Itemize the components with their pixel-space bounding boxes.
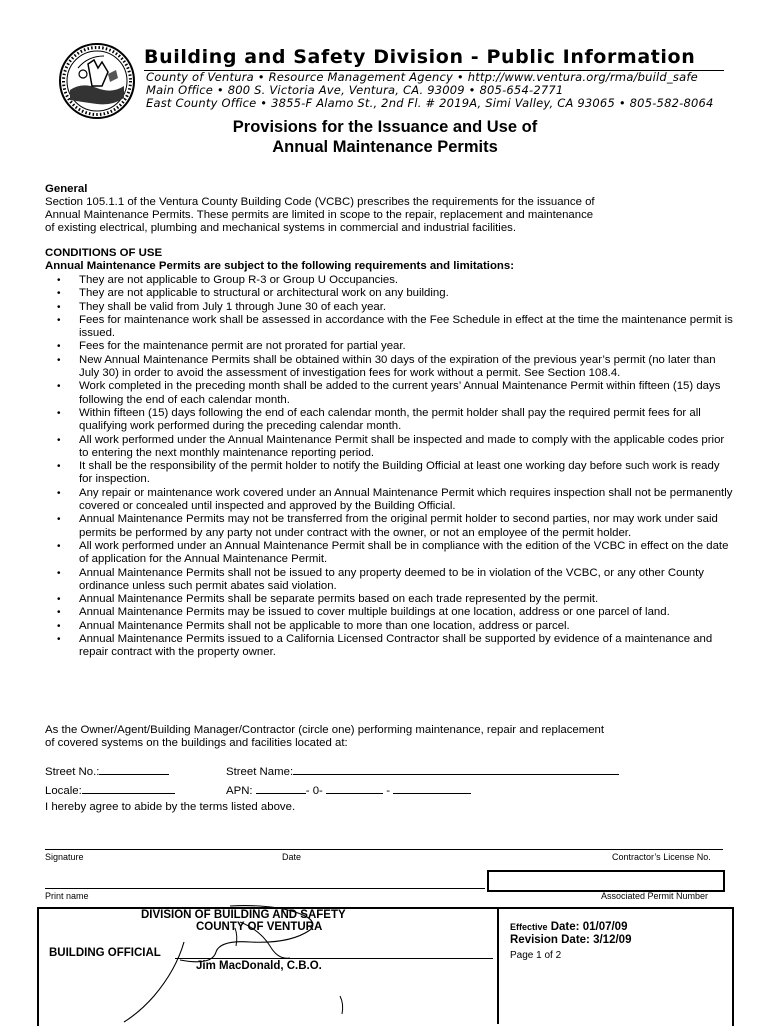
condition-item xyxy=(45,354,735,381)
apn-blank-3[interactable] xyxy=(393,782,471,794)
condition-text: Annual Maintenance Permits may not be transferred from the original permit holder to second parties, nor may work under said permits be performed by any party not under contract with the owner, or not an employee of the permit holder. xyxy=(79,513,718,539)
condition-item xyxy=(45,287,735,300)
print-name-line[interactable] xyxy=(45,888,485,889)
apn-blank-1[interactable] xyxy=(256,782,306,794)
locale-field[interactable] xyxy=(45,782,175,798)
street-no-field[interactable] xyxy=(45,763,169,779)
official-box-divider xyxy=(497,907,499,1024)
bullet-icon: • xyxy=(57,461,61,473)
condition-text: All work performed under an Annual Maintenance Permit shall be in compliance with the edition of the VCBC in effect on the date of application for the Annual Maintenance Permit. xyxy=(79,539,729,566)
effective-date-label: Date: xyxy=(550,921,580,933)
bullet-icon: • xyxy=(57,634,61,646)
conditions-heading: CONDITIONS OF USE xyxy=(45,247,163,259)
division-line2: COUNTY OF VENTURA xyxy=(196,921,323,933)
condition-item xyxy=(45,513,735,540)
condition-text: Fees for maintenance work shall be assessed in accordance with the Fee Schedule in effect at the time the maintenance permit is issued. xyxy=(79,313,733,340)
bullet-icon: • xyxy=(57,354,61,366)
form-intro-line1: As the Owner/Agent/Building Manager/Contractor (circle one) performing maintenance, repair and replacement xyxy=(45,724,605,736)
condition-text: New Annual Maintenance Permits shall be obtained within 30 days of the expiration of the previous year’s permit (no later than July 30) in order to avoid the assessment of investigation fees for work without a permit. See Section 108.4. xyxy=(79,353,716,380)
condition-item xyxy=(45,540,735,567)
signature-line[interactable] xyxy=(45,849,723,850)
apn-blank-2[interactable] xyxy=(326,782,383,794)
signature-label: Signature xyxy=(45,852,84,862)
division-line1: DIVISION OF BUILDING AND SAFETY xyxy=(141,909,346,921)
condition-item xyxy=(45,340,735,353)
header-agency-line: County of Ventura • Resource Management Agency • http://www.ventura.org/rma/build_safe xyxy=(146,70,698,84)
general-text-line: Annual Maintenance Permits. These permits are limited in scope to the repair, replacement and maintenance xyxy=(45,209,594,221)
bullet-icon: • xyxy=(57,407,61,419)
handwritten-signature xyxy=(120,900,390,1024)
condition-text: They shall be valid from July 1 through June 30 of each year. xyxy=(79,300,387,313)
condition-text: Within fifteen (15) days following the end of each calendar month, the permit holder shall pay the required permit fees for all qualifying work performed during the preceding calendar month. xyxy=(79,406,701,433)
bullet-icon: • xyxy=(57,594,61,606)
condition-item xyxy=(45,606,735,619)
effective-label: Effective xyxy=(510,922,548,932)
condition-text: Work completed in the preceding month shall be added to the current years’ Annual Maintenance Permit within fifteen (15) days following the end of each calendar month. xyxy=(79,380,721,406)
bullet-icon: • xyxy=(57,381,61,393)
header-title: Building and Safety Division - Public Information xyxy=(144,46,696,68)
condition-text: Annual Maintenance Permits shall not be issued to any property deemed to be in violation of the VCBC, or any other County ordinance unless such permit abates said violation. xyxy=(79,566,704,592)
locale-blank[interactable] xyxy=(82,782,175,794)
date-label: Date xyxy=(282,852,302,862)
condition-item xyxy=(45,380,735,407)
condition-item xyxy=(45,487,735,514)
bullet-icon: • xyxy=(57,275,61,286)
condition-text: Annual Maintenance Permits shall be separate permits based on each trade represented by the permit. xyxy=(79,593,599,606)
street-name-blank[interactable] xyxy=(293,763,619,775)
locale-label: Locale: xyxy=(45,785,82,797)
effective-date-row xyxy=(510,921,627,933)
apn-separator-2: - xyxy=(386,785,390,797)
condition-item xyxy=(45,301,735,314)
condition-text: Annual Maintenance Permits may be issued to cover multiple buildings at one location, address or one parcel of land. xyxy=(79,606,670,619)
condition-item xyxy=(45,314,735,341)
page-number: Page 1 of 2 xyxy=(510,950,562,961)
street-no-blank[interactable] xyxy=(99,763,169,775)
header-east-office-line: East County Office • 3855-F Alamo St., 2nd Fl. # 2019A, Simi Valley, CA 93065 • 805-582-8064 xyxy=(146,96,714,110)
bullet-icon: • xyxy=(57,487,61,499)
effective-date-value: 01/07/09 xyxy=(582,921,628,933)
street-no-label: Street No.: xyxy=(45,766,100,778)
general-text-line: of existing electrical, plumbing and mechanical systems in commercial and industrial facilities. xyxy=(45,222,517,234)
document-title-line2: Annual Maintenance Permits xyxy=(272,138,498,156)
general-text-line: Section 105.1.1 of the Ventura County Building Code (VCBC) prescribes the requirements for the issuance of xyxy=(45,196,595,208)
bullet-icon: • xyxy=(57,288,61,300)
general-heading: General xyxy=(45,183,88,195)
condition-item xyxy=(45,593,735,606)
bullet-icon: • xyxy=(57,567,61,579)
bullet-icon: • xyxy=(57,434,61,446)
condition-text: It shall be the responsibility of the permit holder to notify the Building Official at least one working day before such work is ready for inspection. xyxy=(79,460,720,486)
condition-text: They are not applicable to structural or architectural work on any building. xyxy=(79,287,449,300)
bullet-icon: • xyxy=(57,607,61,619)
apn-field[interactable] xyxy=(226,782,471,798)
official-name: Jim MacDonald, C.B.O. xyxy=(196,960,322,972)
condition-text: Fees for the maintenance permit are not prorated for partial year. xyxy=(79,340,406,353)
print-name-label: Print name xyxy=(45,891,89,901)
condition-item xyxy=(45,620,735,633)
bullet-icon: • xyxy=(57,620,61,632)
document-title-line1: Provisions for the Issuance and Use of xyxy=(232,118,538,136)
apn-separator-1: - 0- xyxy=(305,785,323,797)
bullet-icon: • xyxy=(57,540,61,552)
bullet-icon: • xyxy=(57,314,61,326)
form-intro-line2: of covered systems on the buildings and facilities located at: xyxy=(45,737,348,749)
associated-permit-label: Associated Permit Number xyxy=(601,891,709,901)
condition-item xyxy=(45,633,735,660)
agreement-text: I hereby agree to abide by the terms listed above. xyxy=(45,801,296,813)
contractor-license-label: Contractor’s License No. xyxy=(612,852,711,862)
street-name-field[interactable] xyxy=(226,763,619,779)
permit-number-box[interactable] xyxy=(487,870,725,892)
condition-item xyxy=(45,567,735,594)
bullet-icon: • xyxy=(57,341,61,353)
street-name-label: Street Name: xyxy=(226,766,294,778)
condition-item xyxy=(45,274,735,287)
condition-text: They are not applicable to Group R-3 or Group U Occupancies. xyxy=(79,274,399,286)
header-main-office-line: Main Office • 800 S. Victoria Ave, Ventura, CA. 93009 • 805-654-2771 xyxy=(146,83,564,97)
revision-date-row xyxy=(510,934,631,946)
bullet-icon: • xyxy=(57,301,61,313)
bullet-icon: • xyxy=(57,514,61,526)
condition-text: Any repair or maintenance work covered under an Annual Maintenance Permit which requires inspection shall not be permanently covered or concealed until inspected and approved by the Building Official. xyxy=(79,486,733,513)
condition-item xyxy=(45,407,735,434)
conditions-list xyxy=(45,274,735,660)
apn-label: APN: xyxy=(226,785,253,797)
condition-item xyxy=(45,460,735,487)
building-official-label: BUILDING OFFICIAL xyxy=(49,947,161,959)
condition-item xyxy=(45,434,735,461)
conditions-subheading: Annual Maintenance Permits are subject to the following requirements and limitations: xyxy=(45,260,514,272)
condition-text: Annual Maintenance Permits shall not be applicable to more than one location, address or parcel. xyxy=(79,619,570,632)
revision-date-label: Revision Date: xyxy=(510,934,590,946)
condition-text: Annual Maintenance Permits issued to a California Licensed Contractor shall be supported by evidence of a maintenance and repair contract with the property owner. xyxy=(79,633,713,659)
condition-text: All work performed under the Annual Maintenance Permit shall be inspected and made to comply with the applicable codes prior to entering the next monthly maintenance reporting period. xyxy=(79,433,725,459)
revision-date-value: 3/12/09 xyxy=(593,934,632,946)
county-seal-icon xyxy=(58,42,136,120)
